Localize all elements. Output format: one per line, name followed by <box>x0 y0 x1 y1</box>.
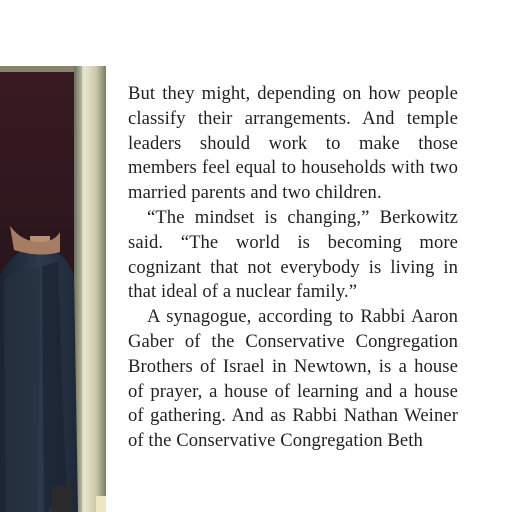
man-in-suit-photo <box>0 66 106 512</box>
article-paragraph: “The mindset is changing,” Berkowitz said. “The world is becoming more cognizant that not everybody is living in that ideal of a nuclear family.” <box>128 206 458 303</box>
article-body <box>128 82 458 454</box>
article-paragraph: A synagogue, according to Rabbi Aaron Gaber of the Conservative Congregation Brothers of Israel in Newtown, is a house of prayer, a house of learning and a house of gathering. And as Rabbi Nathan Weiner of the Conservative Congregation Beth <box>128 306 458 452</box>
article-photo <box>0 66 106 512</box>
article-paragraph: But they might, depending on how people classify their arrangements. And temple leaders should work to make those members feel equal to households with two married parents and two children. <box>128 83 458 204</box>
